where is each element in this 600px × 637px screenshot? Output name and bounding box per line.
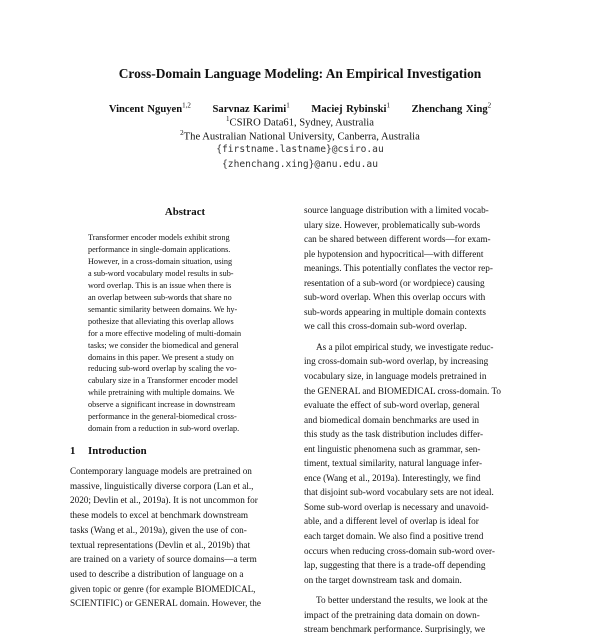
abstract-line: semantic similarity between domains. We hy-	[88, 304, 238, 314]
abstract-line: pothesize that alleviating this overlap allows	[88, 316, 234, 326]
body-line: are trained on a variety of source domains—a term	[70, 554, 257, 565]
section-heading-introduction	[70, 445, 147, 457]
body-line: massive, linguistically diverse corpora (Lan et al.,	[70, 480, 254, 491]
paper-title: Cross-Domain Language Modeling: An Empirical Investigation	[118, 66, 482, 81]
body-line: ulary size. However, problematically sub-words	[304, 219, 481, 230]
affiliation: $^1$CSIRO Data61, Sydney, Australia	[226, 115, 374, 129]
body-line: SCIENTIFIC) or GENERAL domain. However, the	[70, 598, 261, 609]
body-line: 2020; Devlin et al., 2019a). It is not uncommon for	[70, 495, 258, 506]
body-line: ing cross-domain sub-word overlap, by increasing	[304, 356, 489, 367]
abstract-line: However, in a cross-domain situation, using	[88, 256, 233, 266]
body-line: able, and a different level of overlap is ideal for	[304, 516, 479, 527]
right-column-body	[304, 203, 530, 637]
body-line: these models to excel at benchmark downstream	[70, 510, 249, 521]
section-title: Introduction	[88, 445, 147, 457]
abstract-line: performance in single-domain applications.	[88, 244, 231, 254]
body-line: given topic or genre (for example BIOMEDICAL,	[70, 583, 256, 594]
author: Sarvnaz Karimi$^1$	[212, 101, 290, 115]
body-line: source language distribution with a limited vocab-	[304, 205, 489, 215]
body-line: can be shared between different words—for exam-	[304, 234, 491, 245]
body-line: the GENERAL and BIOMEDICAL cross-domain. To	[304, 385, 502, 396]
abstract-body	[88, 232, 288, 435]
abstract-line: domain from a reduction in sub-word overlap.	[88, 424, 240, 434]
body-line: Some sub-word overlap is necessary and unavoid-	[304, 501, 489, 512]
abstract-line: cabulary size in a Transformer encoder model	[88, 376, 239, 386]
body-line: sub-word overlap. When this overlap occurs with	[304, 292, 486, 303]
author: Maciej Rybinski$^1$	[311, 101, 390, 115]
abstract-heading: Abstract	[164, 206, 206, 218]
abstract-line: an overlap between sub-words that share no	[88, 292, 232, 302]
body-line: ent linguistic phenomena such as grammar, sen-	[304, 443, 481, 454]
affiliation: $^2$The Australian National University, Canberra, Australia	[180, 129, 420, 143]
body-line: used to describe a distribution of language on a	[70, 568, 244, 579]
abstract-line: for a more effective modeling of multi-domain	[88, 328, 242, 338]
abstract-line: Transformer encoder models exhibit strong	[88, 233, 230, 242]
abstract-line: reducing sub-word overlap by scaling the vo-	[88, 364, 237, 374]
body-line: resentation of a sub-word (or wordpiece) causing	[304, 277, 485, 288]
body-line: impact of the pretraining data domain on down-	[304, 609, 480, 620]
body-line: To better understand the results, we look at the	[316, 595, 488, 606]
body-line: tasks (Wang et al., 2019a), given the use of con-	[70, 524, 247, 535]
body-line: we call this cross-domain sub-word overlap.	[304, 321, 467, 332]
body-line: each target domain. We also find a positive trend	[304, 531, 484, 542]
body-line: ple hypotension and hypocritical—with different	[304, 248, 484, 259]
abstract-line: a sub-word vocabulary model results in sub-	[88, 268, 234, 278]
body-line: meanings. This potentially conflates the vector rep-	[304, 263, 493, 274]
abstract-line: while pretraining with multiple domains. We	[88, 388, 235, 398]
body-line: ence (Wang et al., 2019a). Interestingly, we find	[304, 472, 481, 483]
abstract-line: tasks; we consider the biomedical and general	[88, 340, 239, 350]
body-line: and biomedical domain benchmarks are used in	[304, 414, 480, 425]
body-line: that disjoint sub-word vocabulary sets are not ideal.	[304, 487, 494, 498]
body-line: stream benchmark performance. Surprisingly, we	[304, 624, 486, 635]
introduction-body	[70, 464, 296, 611]
abstract-line: observe a significant increase in downstream	[88, 400, 236, 410]
body-line: evaluate the effect of sub-word overlap, general	[304, 400, 480, 411]
body-line: As a pilot empirical study, we investigate reduc-	[316, 341, 494, 352]
author-list	[0, 101, 600, 115]
email: {zhenchang.xing}@anu.edu.au	[222, 159, 378, 170]
author: Vincent Nguyen$^{1,2}$	[108, 101, 191, 115]
body-line: textual representations (Devlin et al., 2019b) that	[70, 539, 251, 550]
email: {firstname.lastname}@csiro.au	[216, 144, 384, 155]
abstract-line: domains in this paper. We present a study on	[88, 352, 234, 362]
body-line: occurs when reducing cross-domain sub-word over-	[304, 545, 495, 556]
abstract-line: performance in the general-biomedical cross-	[88, 412, 237, 422]
body-line: on the target downstream task and domain.	[304, 574, 462, 585]
section-number: 1	[70, 445, 76, 457]
body-line: vocabulary size, in language models pretrained in	[304, 371, 487, 382]
body-line: Contemporary language models are pretrained on	[70, 466, 252, 476]
body-line: lap, suggesting that there is a trade-off depending	[304, 560, 486, 571]
body-line: this study as the task distribution includes differ-	[304, 429, 484, 440]
body-line: timent, textual similarity, natural language infer-	[304, 458, 483, 469]
author: Zhenchang Xing$^2$	[411, 101, 492, 115]
abstract-line: word overlap. This is an issue when there is	[88, 280, 232, 290]
body-line: sub-words appearing in multiple domain contexts	[304, 306, 486, 317]
